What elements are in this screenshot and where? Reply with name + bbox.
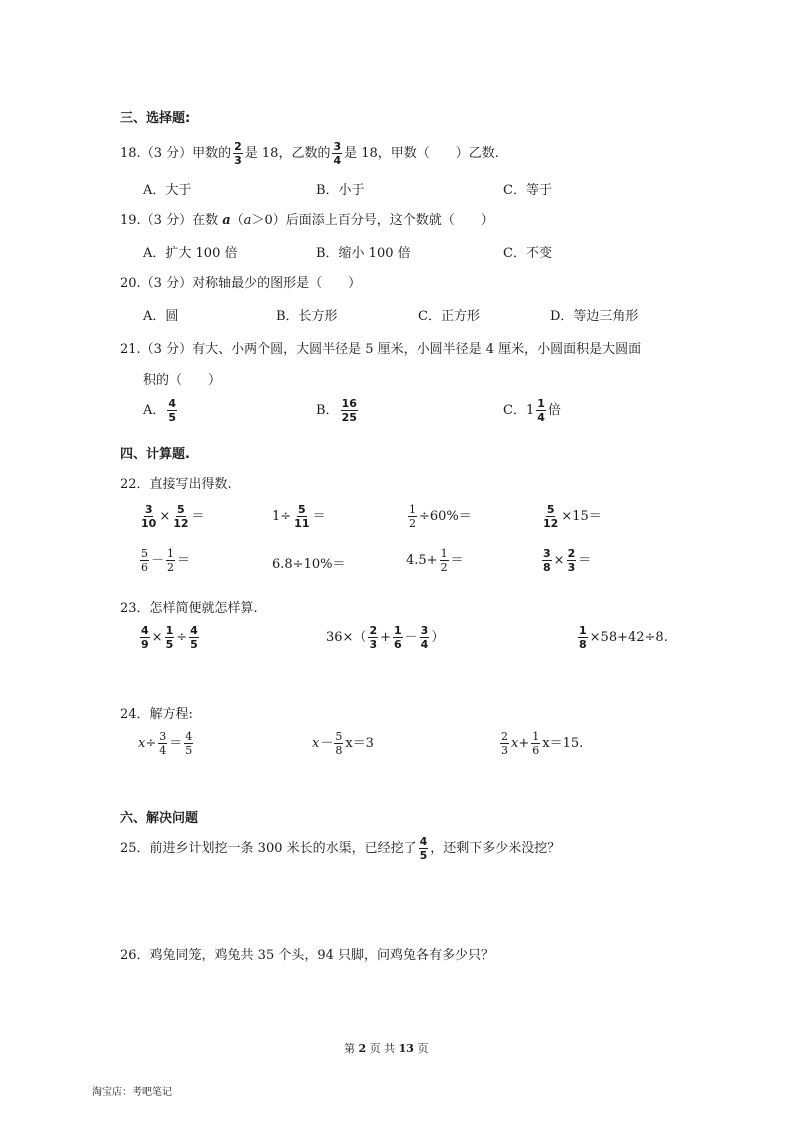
question-23: 23．怎样简便就怎样算. xyxy=(120,601,258,616)
question-25: 25．前进乡计划挖一条 300 米长的水渠，已经挖了 $\frac{4}{5}$ ，还剩下多少米没挖？ xyxy=(120,835,561,862)
question-21-line2: 积的（ ） xyxy=(143,373,222,388)
expr-23-1: $\frac{4}{9}$ × $\frac{1}{5}$ ÷ $\frac{4}{5}$ xyxy=(141,624,198,651)
fraction: $\frac{3}{4}$ xyxy=(333,140,342,167)
option-21-c: C．1 $\frac{1}{4}$ 倍 xyxy=(503,397,561,424)
question-22: 22．直接写出得数. xyxy=(120,477,232,492)
question-21-line1: 21.（3 分）有大、小两个圆，大圆半径是 5 厘米，小圆半径是 4 厘米，小圆面积是大圆面 xyxy=(120,342,642,357)
question-20: 20.（3 分）对称轴最少的图形是（ ） xyxy=(120,276,362,291)
equation-24-3: $\frac{2}{3}$ x+ $\frac{1}{6}$ x＝15. xyxy=(501,730,584,757)
option-19-b: B．缩小 100 倍 xyxy=(316,246,411,261)
option-18-b: B．小于 xyxy=(316,183,365,198)
expr-22-1: $\frac{3}{10}$ × $\frac{5}{12}$ ＝ xyxy=(141,503,205,530)
option-19-c: C．不变 xyxy=(503,246,552,261)
question-26: 26．鸡兔同笼，鸡兔共 35 个头，94 只脚，问鸡兔各有多少只？ xyxy=(120,948,495,963)
option-20-d: D．等边三角形 xyxy=(550,309,639,324)
expr-22-6: 6.8÷10%＝ xyxy=(272,557,346,572)
option-21-a: A． $\frac{4}{5}$ xyxy=(143,397,177,424)
page-footer: 第 2 页 共 13 页 xyxy=(344,1042,429,1055)
equation-24-1: x÷ $\frac{3}{4}$ ＝ $\frac{4}{5}$ xyxy=(138,730,193,757)
expr-23-3: $\frac{1}{8}$ ×58+42÷8. xyxy=(579,624,668,651)
option-20-c: C．正方形 xyxy=(418,309,480,324)
section-title-calc: 四、计算题. xyxy=(120,447,190,462)
option-18-c: C．等于 xyxy=(503,183,552,198)
expr-22-2: 1÷ $\frac{5}{11}$ ＝ xyxy=(272,503,326,530)
section-title-problems: 六、解决问题 xyxy=(120,811,199,826)
question-19: 19.（3 分）在数 a（a＞0）后面添上百分号，这个数就（ ） xyxy=(120,213,494,228)
expr-22-7: 4.5+ $\frac{1}{2}$ ＝ xyxy=(406,547,464,574)
fraction: $\frac{2}{3}$ xyxy=(234,140,242,167)
shop-watermark: 淘宝店：考吧笔记 xyxy=(92,1087,172,1098)
option-20-a: A．圆 xyxy=(143,309,179,324)
question-24: 24．解方程: xyxy=(120,707,193,722)
expr-22-3: $\frac{1}{2}$ ÷60%＝ xyxy=(409,503,472,530)
option-21-b: B． $\frac{16}{25}$ xyxy=(316,397,357,424)
option-20-b: B．长方形 xyxy=(276,309,338,324)
expr-22-5: $\frac{5}{6}$ － $\frac{1}{2}$ ＝ xyxy=(141,547,191,574)
option-19-a: A．扩大 100 倍 xyxy=(143,246,238,261)
expr-22-4: $\frac{5}{12}$ ×15＝ xyxy=(543,503,602,530)
question-18: 18.（3 分）甲数的 $\frac{2}{3}$ 是 18，乙数的 $\frac{3}{4}$ 是 18，甲数（ ）乙数. xyxy=(120,140,499,167)
expr-23-2: 36×（ $\frac{2}{3}$ + $\frac{1}{6}$ － $\frac{3}{4}$ ） xyxy=(326,624,445,651)
section-title-choice: 三、选择题: xyxy=(120,111,191,126)
expr-22-8: $\frac{3}{8}$ × $\frac{2}{3}$ ＝ xyxy=(543,547,592,574)
equation-24-2: x－ $\frac{5}{8}$ x＝3 xyxy=(312,730,374,757)
option-18-a: A．大于 xyxy=(143,183,192,198)
